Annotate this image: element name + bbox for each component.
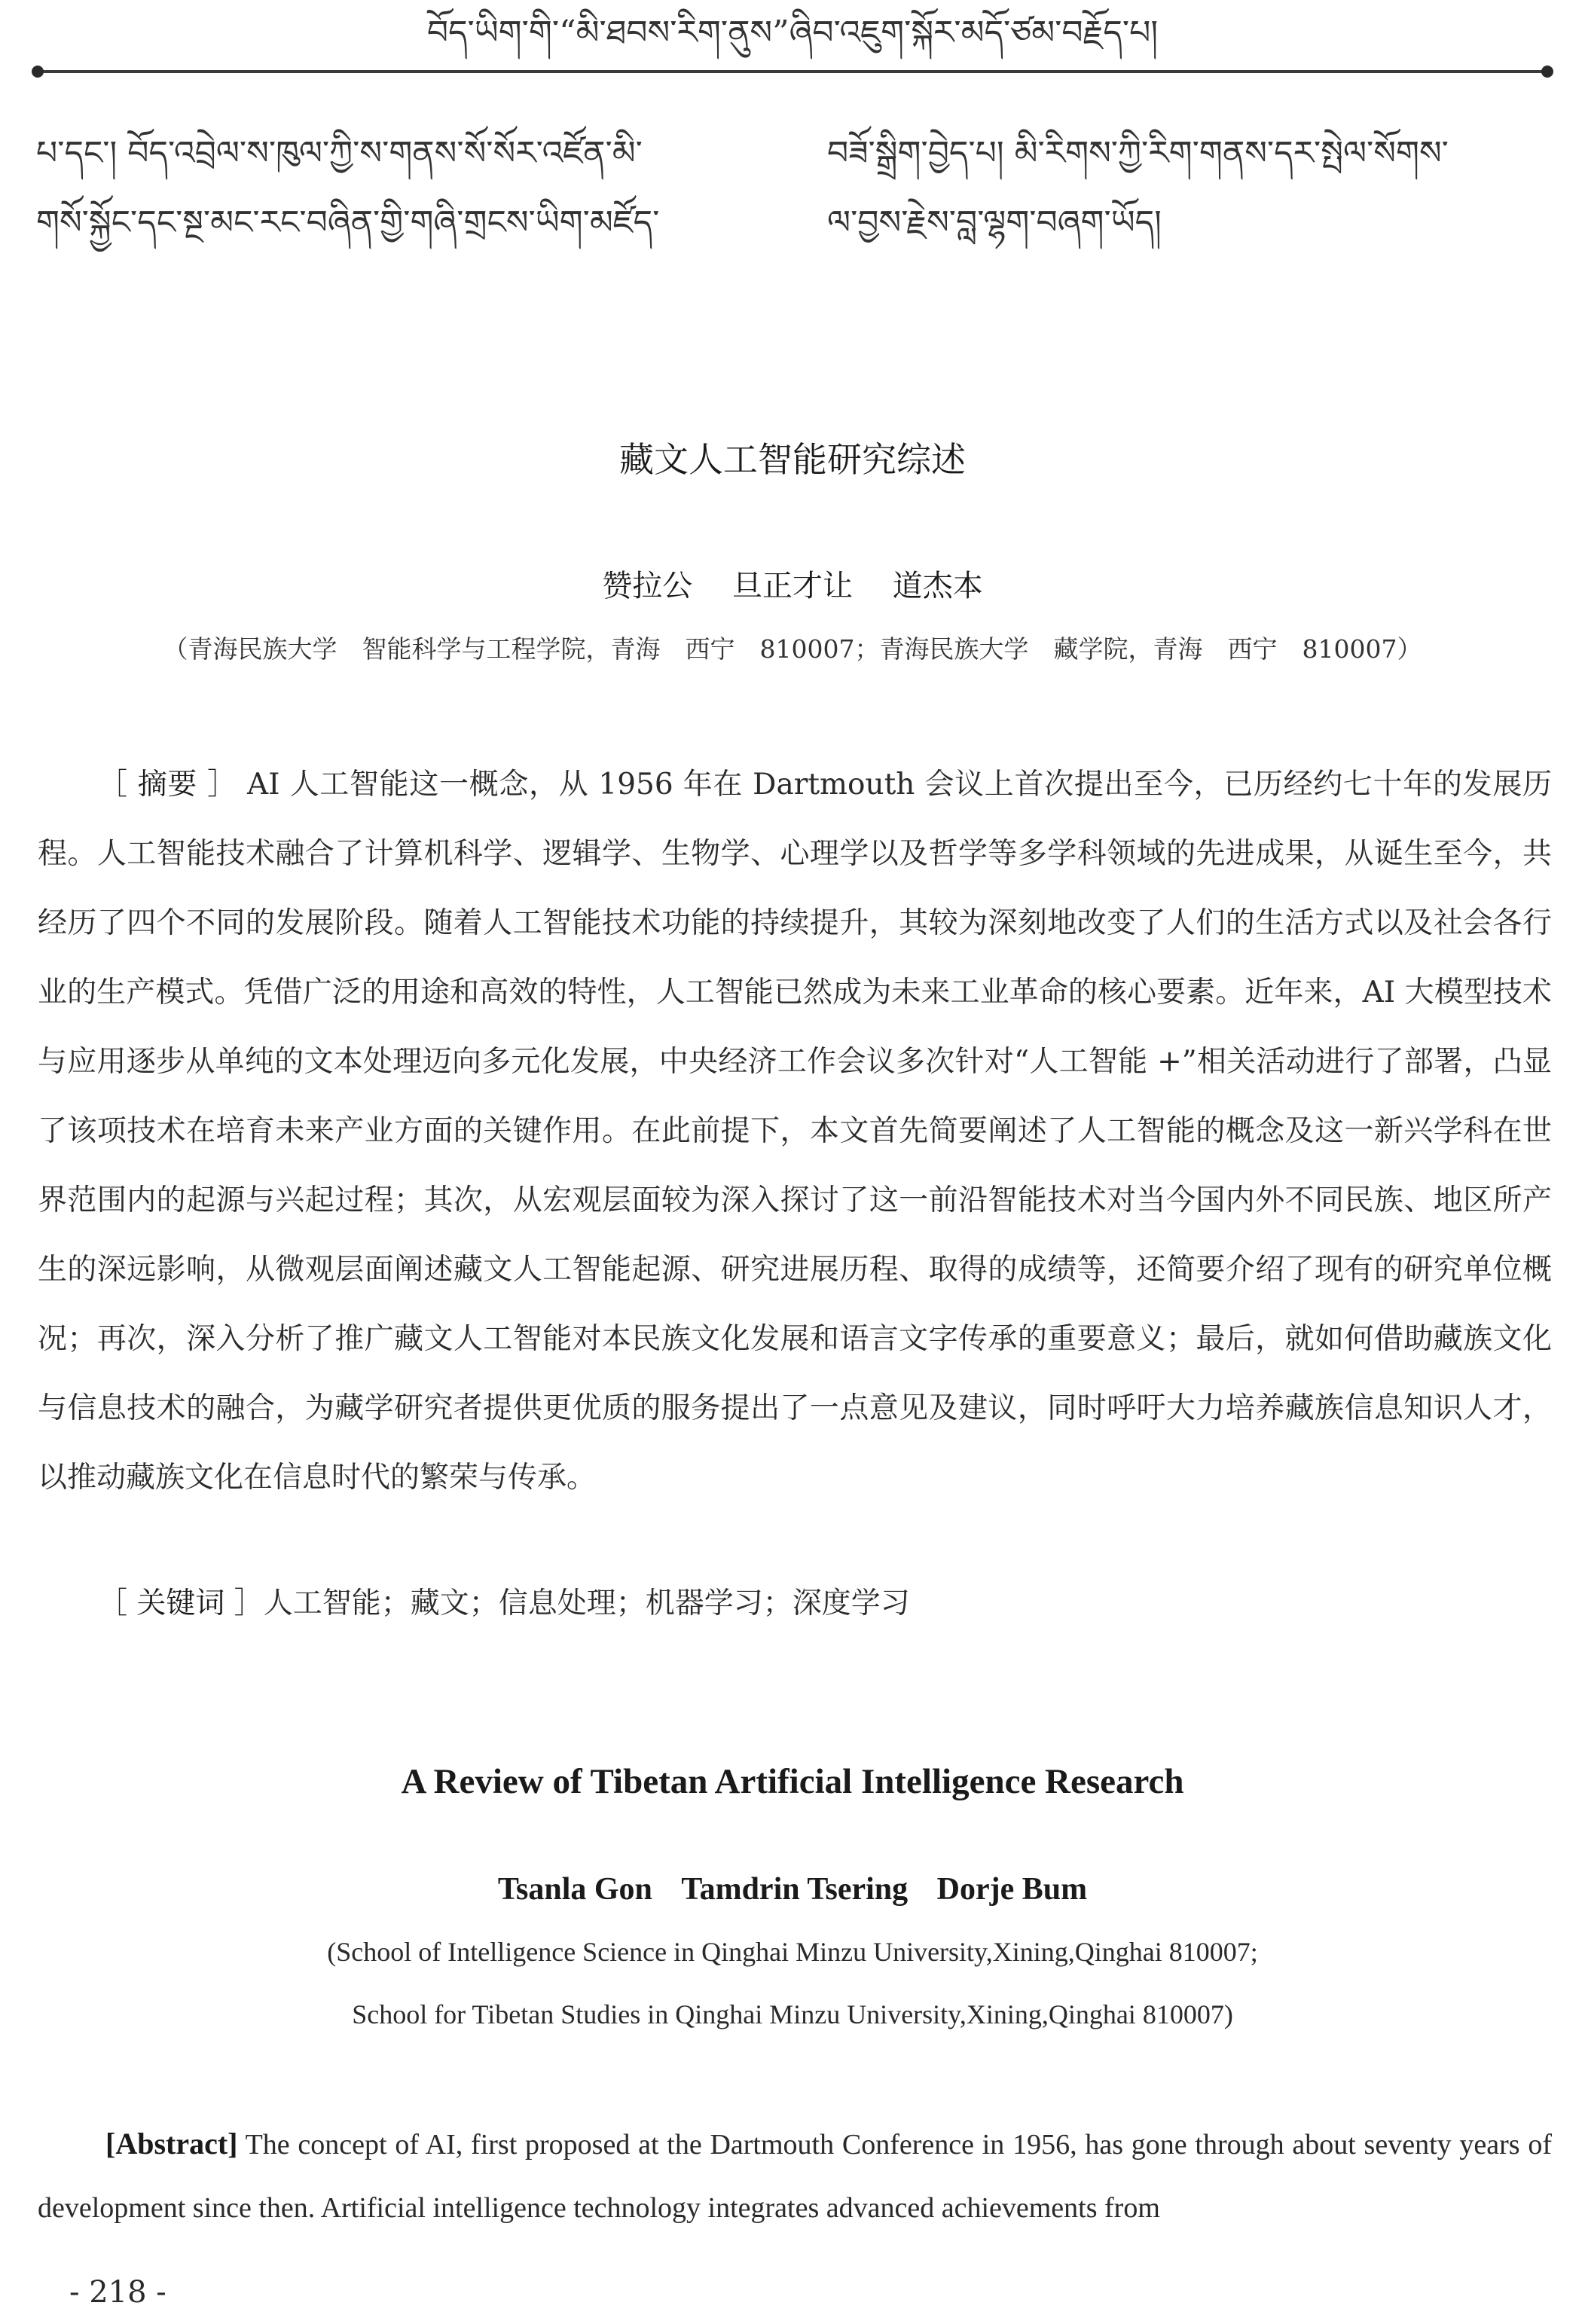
cn-keywords-text: 人工智能；藏文；信息处理；机器学习；深度学习 [263,1586,910,1620]
cn-abstract-label: ［ 摘要 ］ [98,768,237,802]
en-affiliation-line-1: (School of Intelligence Science in Qinghai Minzu University,Xining,Qinghai 810007; [327,1937,1258,1967]
en-authors [0,1867,1585,1912]
en-abstract [38,2112,1552,2240]
tibetan-verse-left-line-2: གསོ་སྐྱོང་དང་སྔ་མང་རང་བཞིན་གྱི་གཞི་གྲངས་ཡིག་མཛོད་ [36,203,660,242]
header-rule-left-dot [32,66,44,78]
page-number: - 218 - [69,2275,166,2310]
header-rule-right-dot [1541,66,1553,78]
tibetan-verse-left [36,119,659,258]
cn-keywords-label: ［ 关键词 ］ [98,1586,264,1620]
en-abstract-label: [Abstract] [105,2127,238,2161]
en-abstract-text: The concept of AI, first proposed at the Dartmouth Conference in 1956, has gone through about seventy years of development since then. Artificial intelligence technology integrates advanced achievements from [38,2129,1552,2224]
cn-author-3: 道杰本 [892,569,983,603]
cn-authors [0,563,1585,609]
en-author-1: Tsanla Gon [497,1872,652,1907]
cn-author-1: 赞拉公 [602,569,693,603]
tibetan-verse-right-line-1: བཟོ་སྒྲིག་བྱེད་པ། མི་རིགས་ཀྱི་རིག་གནས་དར་སྤེལ་སོགས་ [827,134,1449,173]
cn-abstract [38,750,1552,1513]
cn-author-2: 旦正才让 [732,569,853,603]
cn-title: 藏文人工智能研究综述 [619,439,966,480]
en-author-2: Tamdrin Tsering [681,1872,909,1907]
tibetan-verse-right-line-2: ལ་བྱས་རྗེས་བླ་ལྷག་བཞག་ཡོད། [827,203,1162,242]
tibetan-verse-left-line-1: པ་དང་། བོད་འབྲེལ་ས་ཁུལ་ཀྱི་ས་གནས་སོ་སོར་འཛོན་མི་ [36,134,643,173]
en-affiliation-line-2: School for Tibetan Studies in Qinghai Minzu University,Xining,Qinghai 810007) [352,1999,1233,2029]
tibetan-verse-right [827,119,1449,258]
en-author-3: Dorje Bum [936,1872,1088,1907]
cn-keywords [98,1577,1552,1630]
cn-affiliation: （青海民族大学 智能科学与工程学院，青海 西宁 810007；青海民族大学 藏学院，青海 西宁 810007） [163,634,1422,664]
running-header: བོད་ཡིག་གི་“མི་ཐབས་རིག་ནུས”ཞིབ་འཇུག་སྐོར་མདོ་ཙམ་བརྗོད་པ། [426,14,1159,52]
en-title: A Review of Tibetan Artificial Intelligence Research [401,1762,1184,1801]
header-rule [33,70,1552,73]
cn-abstract-text: AI 人工智能这一概念，从 1956 年在 Dartmouth 会议上首次提出至今，已历经约七十年的发展历程。人工智能技术融合了计算机科学、逻辑学、生物学、心理学以及哲学等多学科领域的先进成果，从诞生至今，共经历了四个不同的发展阶段。随着人工智能技术功能的持续提升，其较为深刻地改变了人们的生活方式以及社会各行业的生产模式。凭借广泛的用途和高效的特性，人工智能已然成为未来工业革命的核心要素。近年来，AI 大模型技术与应用逐步从单纯的文本处理迈向多元化发展，中央经济工作会议多次针对“人工智能 +”相关活动进行了部署，凸显了该项技术在培育未来产业方面的关键作用。在此前提下，本文首先简要阐述了人工智能的概念及这一新兴学科在世界范围内的起源与兴起过程；其次，从宏观层面较为深入探讨了这一前沿智能技术对当今国内外不同民族、地区所产生的深远影响，从微观层面阐述藏文人工智能起源、研究进展历程、取得的成绩等，还简要介绍了现有的研究单位概况；再次，深入分析了推广藏文人工智能对本民族文化发展和语言文字传承的重要意义；最后，就如何借助藏族文化与信息技术的融合，为藏学研究者提供更优质的服务提出了一点意见及建议，同时呼吁大力培养藏族信息知识人才，以推动藏族文化在信息时代的繁荣与传承。 [38,768,1552,1495]
